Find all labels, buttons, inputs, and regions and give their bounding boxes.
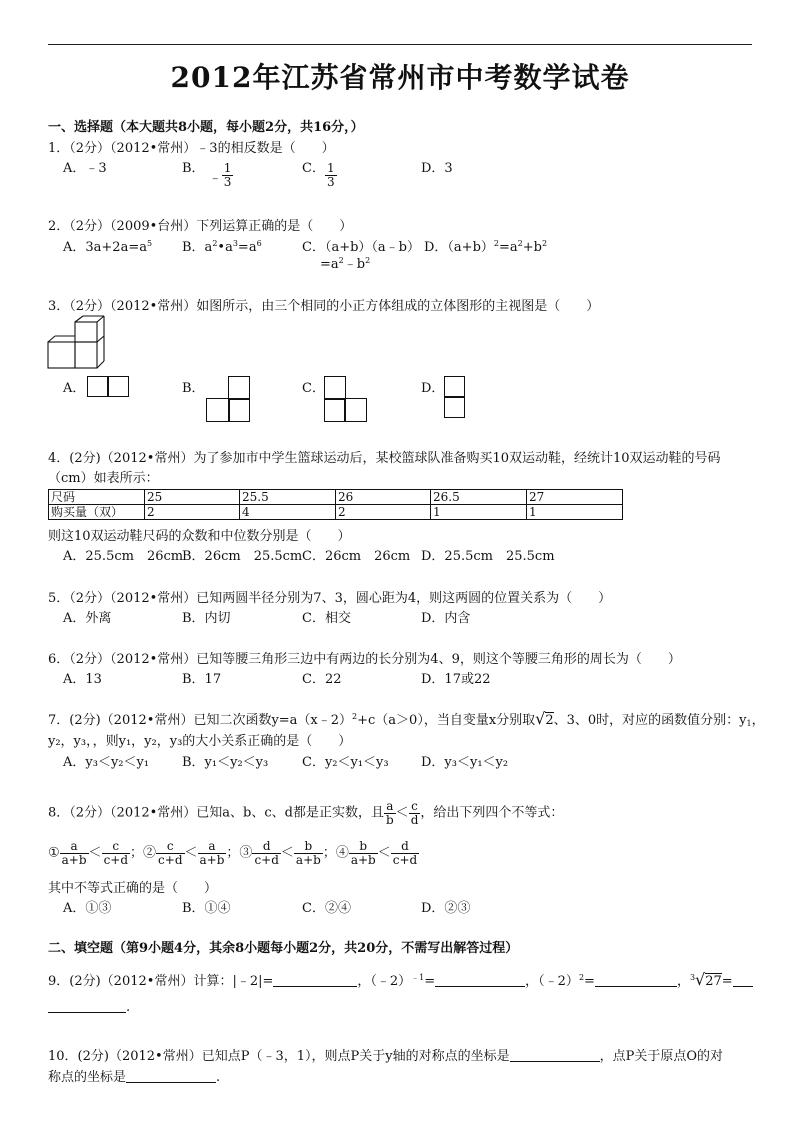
q6-option-b[interactable]: B．17 <box>182 672 222 687</box>
q2-d-1: D．（a+b） <box>424 240 494 255</box>
q4-option-b[interactable]: B．26cm 25.5cm <box>182 549 303 564</box>
frac-num: a <box>384 800 396 814</box>
cube-stack-figure <box>47 315 105 371</box>
q8-fraction-a-b <box>384 800 396 826</box>
q7-text-3: 、3、0时，对应的函数值分别：y <box>553 713 747 728</box>
q1-option-d[interactable]: D．3 <box>421 161 453 176</box>
top-rule <box>48 44 752 45</box>
q2-b-sup2: 3 <box>232 239 238 248</box>
q3-b-square-bl <box>206 398 230 422</box>
q9-root-value: 27 <box>705 974 722 989</box>
q3-c-square-top <box>324 376 346 400</box>
q8-option-a[interactable]: A．①③ <box>63 901 112 916</box>
table-cell: 4 <box>240 505 336 520</box>
q8-item-1-mark: ① <box>48 845 60 861</box>
q8-option-d[interactable]: D．②③ <box>421 901 471 916</box>
question-10-line1 <box>48 1045 723 1064</box>
frac-den: 3 <box>223 175 232 189</box>
table-cell: 27 <box>527 490 623 505</box>
q2-option-c-line2 <box>320 253 370 272</box>
q1-option-c[interactable] <box>302 157 337 189</box>
q2-a-text: A．3a+2a=a <box>63 240 147 255</box>
q8-item-2-mark: ；② <box>130 845 157 861</box>
q9-sup-1: ﹣1 <box>411 973 425 982</box>
q1-c-label: C． <box>302 161 325 176</box>
q1-b-fraction <box>222 162 234 188</box>
q2-c-sup: 2 <box>338 256 344 265</box>
q2-d-3: +b <box>522 240 542 255</box>
question-4-stem-line2: （cm）如表所示： <box>48 471 159 486</box>
q2-c-sup2: 2 <box>365 256 371 265</box>
q2-d-sup3: 2 <box>541 239 548 248</box>
q8-fraction-c-d <box>409 800 421 826</box>
fraction <box>198 840 227 866</box>
q6-option-d[interactable]: D．17或22 <box>421 672 491 687</box>
q2-d-2: =a <box>498 240 518 255</box>
table-row <box>49 505 623 520</box>
q3-a-square-2 <box>107 376 129 397</box>
q2-b-1: B．a <box>182 240 213 255</box>
table-cell: 26 <box>336 490 431 505</box>
frac-den: c+d <box>103 852 129 867</box>
q5-option-b[interactable]: B．内切 <box>182 611 231 626</box>
answer-blank[interactable] <box>126 1070 216 1083</box>
q10-text-3: 称点的坐标是 <box>48 1070 127 1085</box>
q8-option-c[interactable]: C．②④ <box>302 901 351 916</box>
question-6-stem: 6．（2分）（2012•常州）已知等腰三角形三边中有两边的长分别为4、9，则这个等腰三角形的周长为（ ） <box>48 652 681 667</box>
question-4-stem-line1: 4．(2分)（2012•常州）为了参加市中学生篮球运动后，某校篮球队准备购买10双运动鞋，经统计10双运动鞋的号码 <box>48 451 721 466</box>
question-8-stem <box>48 800 563 826</box>
q8-item-4-mark: ；④ <box>322 845 349 861</box>
fraction <box>156 840 184 866</box>
q9-sup-2: 2 <box>578 973 585 982</box>
q7-sup: 2 <box>352 712 358 721</box>
q7-sub: 1 <box>746 719 752 728</box>
page-title: 2012年江苏省常州市中考数学试卷 <box>170 61 630 94</box>
q9-root-index: 3 <box>689 973 696 982</box>
frac-den: a+b <box>199 852 225 867</box>
section-heading-fill: 二、填空题（第9小题4分，其余8小题每小题2分，共20分，不需写出解答过程） <box>48 941 519 956</box>
frac-den: 3 <box>326 175 335 189</box>
q5-option-a[interactable]: A．外离 <box>63 611 112 626</box>
q3-option-c[interactable]: C． <box>302 381 325 396</box>
q10-text-2: ，点P关于原点O的对 <box>599 1049 723 1064</box>
q2-option-b[interactable] <box>182 236 262 255</box>
table-cell: 25 <box>145 490 240 505</box>
table-cell: 1 <box>431 505 527 520</box>
q9-text-6: ， <box>676 974 690 989</box>
table-row <box>49 490 623 505</box>
q7-option-b[interactable]: B．y₁＜y₂＜y₃ <box>182 755 269 770</box>
answer-blank[interactable] <box>273 974 357 987</box>
frac-den: c+d <box>254 852 279 867</box>
fraction <box>252 840 280 866</box>
q1-c-fraction <box>325 162 337 188</box>
q3-b-square-top <box>228 376 250 400</box>
q8-text-1: 8．（2分）（2012•常州）已知a、b、c、d都是正实数，且 <box>48 805 384 821</box>
q9-text-5: = <box>584 974 595 989</box>
frac-num: c <box>409 800 421 814</box>
q3-c-square-bl <box>324 398 346 422</box>
q7-text-1: 7．(2分)（2012•常州）已知二次函数y=a（x﹣2） <box>48 713 353 728</box>
frac-den: c+d <box>392 852 418 867</box>
q4-option-d[interactable]: D．25.5cm 25.5cm <box>421 549 555 564</box>
frac-den: c+d <box>158 852 183 867</box>
frac-den: a+b <box>61 852 87 867</box>
shoe-size-table <box>48 489 623 520</box>
q9-text-2: ，（﹣2） <box>357 974 412 989</box>
q4-option-a[interactable]: A．25.5cm 26cm <box>63 549 184 564</box>
fraction <box>102 840 130 866</box>
q7-text-2: +c（a＞0），当自变量x分别取 <box>357 713 536 728</box>
q1-b-label: B． <box>182 161 205 176</box>
frac-num: b <box>349 840 378 854</box>
answer-blank[interactable] <box>595 974 677 987</box>
q6-option-c[interactable]: C．22 <box>302 672 342 687</box>
answer-blank[interactable] <box>510 1049 600 1062</box>
frac-num: c <box>156 840 184 854</box>
q2-option-a[interactable] <box>63 236 152 255</box>
question-9-line2 <box>48 1000 130 1015</box>
q2-a-sup: 5 <box>146 239 153 248</box>
q3-d-square-bottom <box>444 396 465 418</box>
fraction <box>60 840 89 866</box>
q8-lt: ＜ <box>184 845 198 861</box>
frac-num: b <box>294 840 323 854</box>
table-cell: 26.5 <box>431 490 527 505</box>
q7-option-c[interactable]: C．y₂＜y₁＜y₃ <box>302 755 389 770</box>
q4-option-c[interactable]: C．26cm 26cm <box>302 549 411 564</box>
q8-lt: ＜ <box>395 805 409 821</box>
q1-b-sign: ﹣ <box>208 171 222 186</box>
table-cell: 购买量（双） <box>49 505 145 520</box>
q8-text-2: ，给出下列四个不等式： <box>420 805 564 821</box>
frac-num: 1 <box>223 161 232 176</box>
q9-text-4: ，（﹣2） <box>525 974 579 989</box>
frac-den: a+b <box>295 852 321 867</box>
q10-text-4: . <box>216 1070 221 1085</box>
answer-blank[interactable] <box>435 974 525 987</box>
q2-b-sup1: 2 <box>212 239 218 248</box>
q2-option-d[interactable] <box>424 236 547 255</box>
frac-num: 1 <box>326 161 335 176</box>
question-9 <box>48 970 753 989</box>
q5-option-c[interactable]: C．相交 <box>302 611 351 626</box>
q2-b-sup3: 6 <box>256 239 262 248</box>
q1-option-a[interactable]: A．﹣3 <box>63 161 107 176</box>
q2-d-sup: 2 <box>493 239 499 248</box>
table-cell: 25.5 <box>240 490 336 505</box>
question-10-line2 <box>48 1066 220 1085</box>
q9-text-8: . <box>126 1000 131 1015</box>
q3-option-a[interactable]: A． <box>63 381 86 396</box>
sqrt-icon: √ <box>535 709 546 728</box>
q1-option-b[interactable] <box>182 157 233 189</box>
table-cell: 尺码 <box>49 490 145 505</box>
q8-inequalities <box>48 840 419 866</box>
q10-text-1: 10．(2分)（2012•常州）已知点P（﹣3，1），则点P关于y轴的对称点的坐标是 <box>48 1049 510 1064</box>
table-cell: 1 <box>527 505 623 520</box>
q9-text-1: 9．(2分)（2012•常州）计算：|﹣2|= <box>48 974 274 989</box>
q3-b-square-br <box>228 398 250 422</box>
frac-num: c <box>102 840 130 854</box>
q8-item-3-mark: ；③ <box>226 845 253 861</box>
table-cell: 2 <box>336 505 431 520</box>
question-5-stem: 5．（2分）（2012•常州）已知两圆半径分别为7、3，圆心距为4，则这两圆的位置关系为（ ） <box>48 591 612 606</box>
question-7-stem-line2: y₂，y₃，，则y₁，y₂，y₃的大小关系正确的是（ ） <box>48 734 352 749</box>
q3-a-square-1 <box>87 376 109 397</box>
question-8-stem-line2: 其中不等式正确的是（ ） <box>48 881 218 896</box>
frac-num: d <box>391 840 419 854</box>
q8-lt: ＜ <box>280 845 294 861</box>
frac-num: a <box>60 840 89 854</box>
fraction <box>294 840 323 866</box>
q5-option-d[interactable]: D．内含 <box>421 611 471 626</box>
fraction <box>391 840 419 866</box>
q7-text-4: ， <box>751 713 765 728</box>
question-1-stem: 1．（2分）（2012•常州）﹣3的相反数是（ ） <box>48 141 335 156</box>
question-3-stem: 3．（2分）（2012•常州）如图所示，由三个相同的小正方体组成的立体图形的主视图是（ ） <box>48 299 600 314</box>
question-4-stem-line3: 则这10双运动鞋尺码的众数和中位数分别是（ ） <box>48 529 351 544</box>
q8-lt: ＜ <box>377 845 391 861</box>
fraction <box>349 840 378 866</box>
frac-den: b <box>385 812 394 827</box>
q7-option-a[interactable]: A．y₃＜y₂＜y₁ <box>63 755 150 770</box>
q2-d-sup2: 2 <box>517 239 523 248</box>
q6-option-a[interactable]: A．13 <box>63 672 102 687</box>
frac-den: a+b <box>350 852 376 867</box>
q3-option-b[interactable]: B． <box>182 381 205 396</box>
q8-option-b[interactable]: B．①④ <box>182 901 231 916</box>
q2-b-2: •a <box>217 240 233 255</box>
frac-den: d <box>410 812 419 827</box>
q3-d-square-top <box>444 376 465 398</box>
question-2-stem: 2．（2分）（2009•台州）下列运算正确的是（ ） <box>48 219 353 234</box>
q2-b-3: =a <box>237 240 257 255</box>
frac-num: d <box>252 840 280 854</box>
q3-c-square-br <box>344 398 367 422</box>
q2-c-2: =a <box>320 257 339 272</box>
section-heading-choice: 一、选择题（本大题共8小题，每小题2分，共16分，） <box>48 120 364 135</box>
answer-blank[interactable] <box>733 974 753 987</box>
q3-option-d[interactable]: D． <box>421 381 445 396</box>
frac-num: a <box>198 840 227 854</box>
q2-c-3: ﹣b <box>343 257 366 272</box>
q9-text-3: = <box>424 974 436 989</box>
q7-sqrt-value: 2 <box>545 713 554 728</box>
question-7-stem-line1 <box>48 709 765 728</box>
q7-option-d[interactable]: D．y₃＜y₁＜y₂ <box>421 755 509 770</box>
sqrt-icon: √ <box>695 970 706 989</box>
q8-lt: ＜ <box>88 845 102 861</box>
q9-text-7: = <box>721 974 733 989</box>
table-cell: 2 <box>145 505 240 520</box>
answer-blank[interactable] <box>48 1000 126 1013</box>
q2-c-line1: C．（a+b）（a﹣b） <box>302 240 420 255</box>
